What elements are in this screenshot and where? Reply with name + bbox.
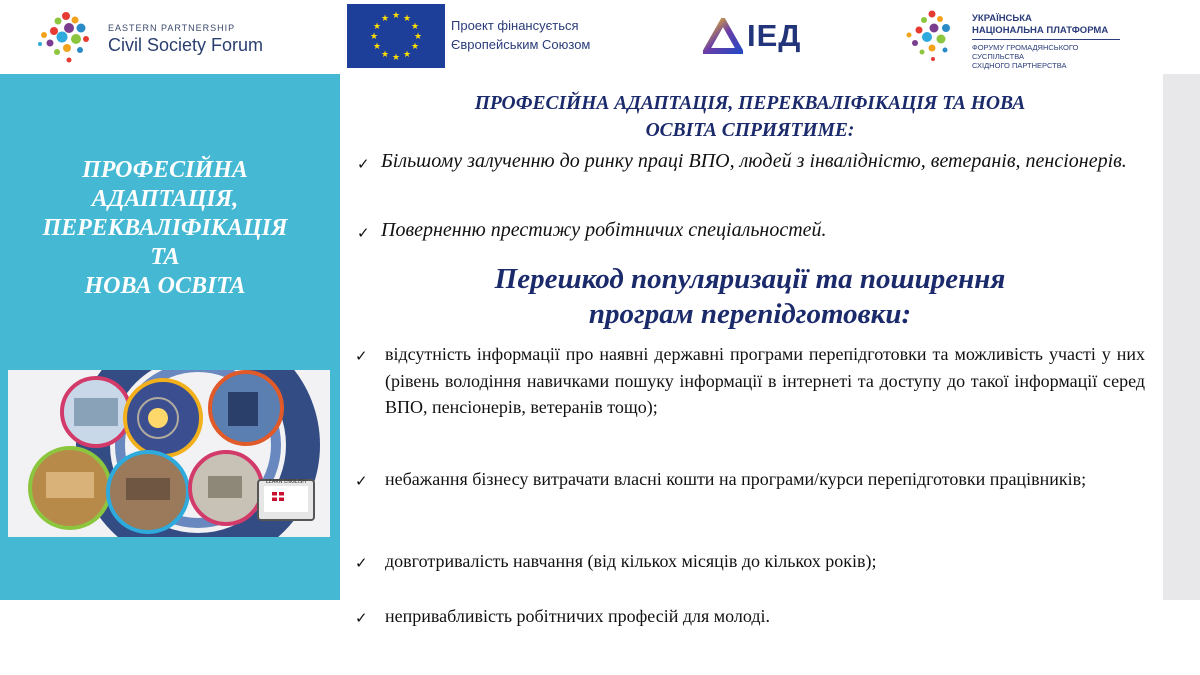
check-icon: ✓ — [357, 155, 370, 173]
list-item-text: Більшому залученню до ринку праці ВПО, людей з інвалідністю, ветеранів, пенсіонерів. — [381, 150, 1127, 172]
unp-title-label: УКРАЇНСЬКА НАЦІОНАЛЬНА ПЛАТФОРМА — [972, 13, 1109, 36]
check-icon: ✓ — [355, 609, 368, 627]
svg-text:★: ★ — [372, 22, 382, 32]
eap-small-label: EASTERN PARTNERSHIP — [108, 23, 236, 33]
list-item-text: небажання бізнесу витрачати власні кошти на програми/курси перепідготовки працівників; — [385, 469, 1087, 489]
header-logos — [0, 0, 1200, 72]
svg-text:★: ★ — [410, 22, 420, 32]
section2-heading: Перешкод популяризації та поширення програм перепідготовки: — [494, 263, 1006, 330]
svg-text:★: ★ — [391, 11, 401, 21]
check-icon: ✓ — [357, 224, 370, 242]
check-icon: ✓ — [355, 472, 368, 490]
unp-subtitle-label: ФОРУМУ ГРОМАДЯНСЬКОГО СУСПІЛЬСТВА СХІДНОГО ПАРТНЕРСТВА — [972, 43, 1079, 70]
left-panel — [0, 74, 340, 600]
eap-big-label: Civil Society Forum — [108, 35, 264, 55]
list-item-text: непривабливість робітничих професій для молоді. — [385, 606, 771, 626]
svg-text:★: ★ — [410, 42, 420, 52]
check-icon: ✓ — [355, 347, 368, 365]
left-panel-title: ПРОФЕСІЙНА АДАПТАЦІЯ, ПЕРЕКВАЛІФІКАЦІЯ ТА НОВА ОСВІТА — [42, 157, 288, 299]
unp-logo — [900, 6, 1130, 70]
svg-text:★: ★ — [402, 14, 412, 24]
eu-funding-label: Проект фінансується Європейським Союзом — [451, 18, 591, 52]
list-item — [355, 466, 1145, 520]
ied-logo — [703, 18, 813, 58]
svg-text:★: ★ — [380, 14, 390, 24]
check-icon: ✓ — [355, 554, 368, 572]
ied-label: ІЕД — [747, 18, 802, 53]
eu-stars-icon — [347, 4, 445, 68]
list-item — [355, 603, 1145, 630]
list-item-text: довготривалість навчання (від кількох місяців до кількох років); — [385, 551, 877, 571]
svg-text:★: ★ — [391, 53, 401, 63]
eap-dots-icon — [36, 8, 98, 68]
unp-dots-icon — [900, 6, 962, 66]
eu-flag — [347, 4, 445, 68]
svg-text:★: ★ — [402, 50, 412, 60]
section1-heading: ПРОФЕСІЙНА АДАПТАЦІЯ, ПЕРЕКВАЛІФІКАЦІЯ ТА НОВА ОСВІТА СПРИЯТИМЕ: — [474, 93, 1026, 141]
svg-text:★: ★ — [380, 50, 390, 60]
list-item — [355, 341, 1145, 449]
svg-text:★: ★ — [413, 32, 423, 42]
right-decor-strip — [1163, 74, 1200, 600]
svg-text:★: ★ — [369, 32, 379, 42]
list-item — [357, 217, 1141, 245]
list-item-text: Поверненню престижу робітничих спеціальностей. — [381, 219, 827, 241]
unp-divider — [972, 39, 1120, 40]
list-item-text: відсутність інформації про наявні державні програми перепідготовки та можливість участі у них (рівень володіння навичками пошуку інформації в інтернеті та доступу до такої інформації серед ВПО, пенсіонерів, ветеранів тощо); — [385, 344, 1145, 417]
professions-collage-image — [8, 370, 330, 537]
eap-csf-logo — [36, 8, 286, 68]
svg-text:★: ★ — [372, 42, 382, 52]
list-item — [355, 548, 1145, 575]
ied-triangle-icon — [703, 18, 743, 54]
photo-banner-text: LEARN ENGLISH — [265, 479, 307, 485]
list-item — [357, 148, 1141, 204]
